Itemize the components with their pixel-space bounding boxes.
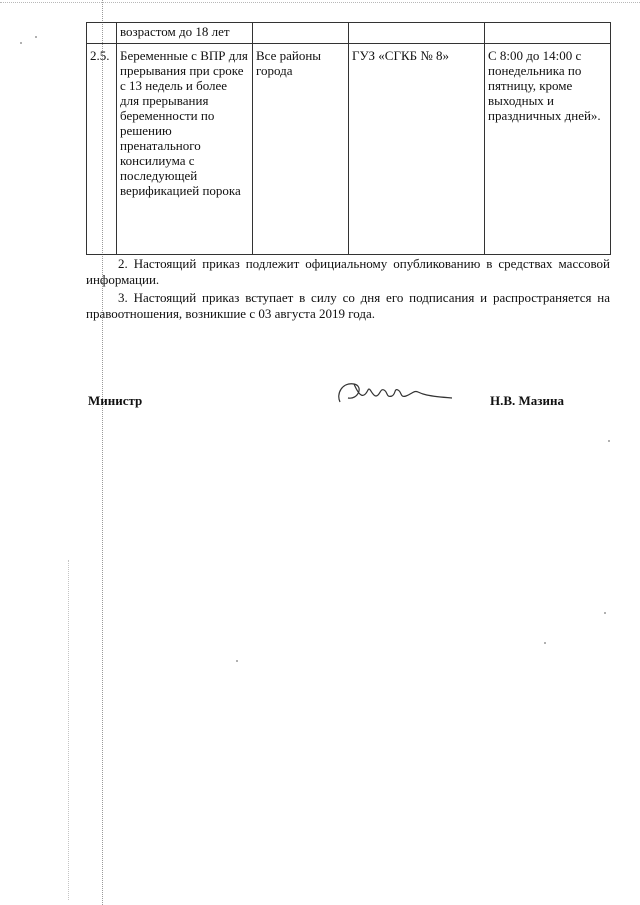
table-row [87,44,611,255]
schedule-cell: С 8:00 до 14:00 с понедельника по пятницу, кроме выходных и праздничных дней». [485,44,611,255]
row-number [87,23,117,44]
scan-speck [608,440,610,442]
scan-speck [35,36,37,38]
schedule-table [86,22,611,255]
organization-cell [349,23,485,44]
signatory-name: Н.В. Мазина [490,393,565,408]
table-row [87,23,611,44]
organization-cell: ГУЗ «СГКБ № 8» [349,44,485,255]
scan-speck [544,642,546,644]
area-cell: Все районы города [253,44,349,255]
scan-margin-line-faint [68,560,69,900]
schedule-cell [485,23,611,44]
paragraph-publication: 2. Настоящий приказ подлежит официальному опубликованию в средствах массовой информации. [86,256,610,287]
top-scan-rule [0,2,640,3]
patient-group-cell: возрастом до 18 лет [117,23,253,44]
scan-speck [236,660,238,662]
row-number: 2.5. [87,44,117,255]
handwritten-signature [334,374,454,413]
scan-speck [604,612,606,614]
scan-speck [20,42,22,44]
paragraph-effective-date: 3. Настоящий приказ вступает в силу со дня его подписания и распространяется на правоотношения, возникшие с 03 августа 2019 года. [86,290,610,321]
patient-group-cell: Беременные с ВПР для прерывания при сроке с 13 недель и более для прерывания беременности по решению пренатального консилиума с последующей верификацией порока [117,44,253,255]
signatory-title: Министр [88,393,143,408]
area-cell [253,23,349,44]
